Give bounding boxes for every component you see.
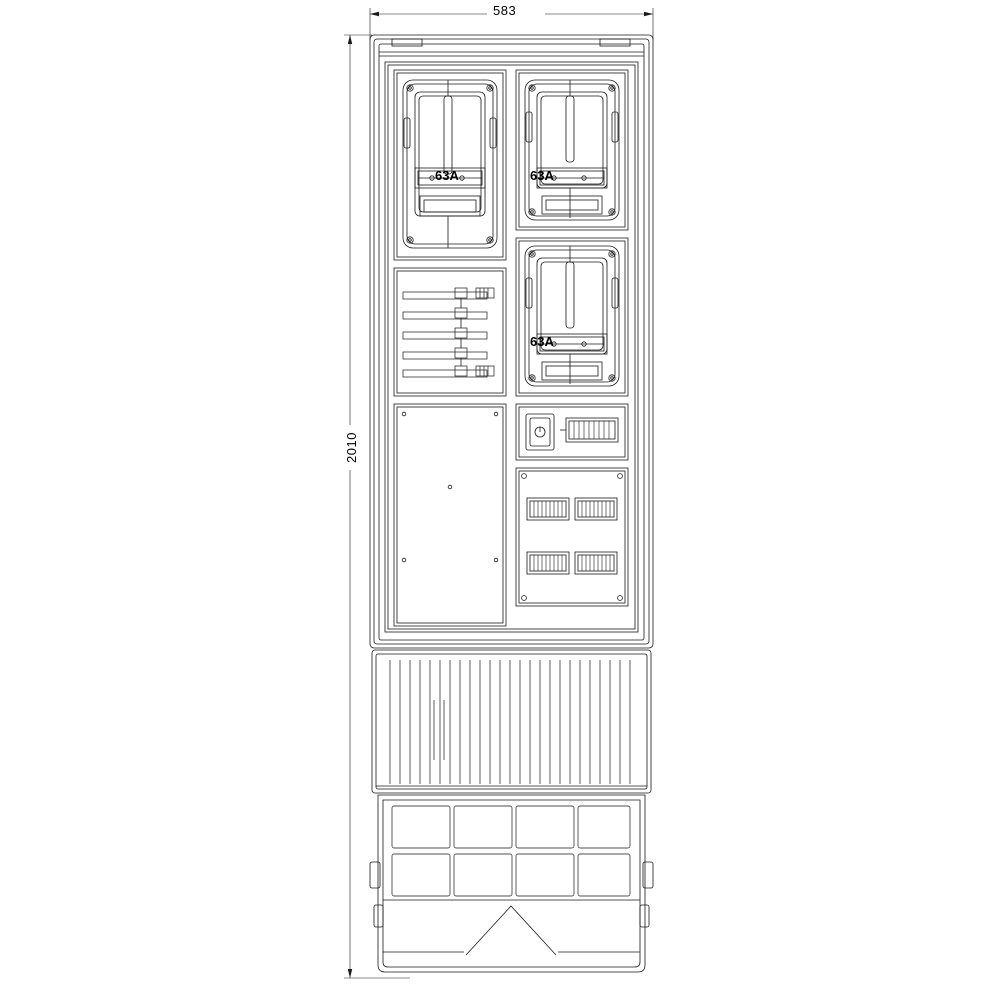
rating-label-meter-top-left: 63A — [435, 168, 459, 183]
rating-label-meter-top-right: 63A — [530, 168, 554, 183]
plinth-section — [370, 795, 653, 972]
equipment-frame — [385, 62, 638, 632]
rating-label-meter-middle-right: 63A — [530, 334, 554, 349]
blank-panel-left — [394, 404, 506, 626]
terminal-rail-panel-left — [394, 268, 506, 396]
meter-panel-top-right — [516, 70, 628, 230]
cabinet-outer-shell — [370, 35, 653, 648]
dimension-height-label: 2010 — [343, 432, 359, 463]
fuse-panel-right — [516, 468, 628, 606]
meter-panel-top-left — [394, 70, 506, 260]
switch-panel-right — [516, 404, 628, 460]
fuse-row-upper — [527, 498, 617, 520]
meter-panel-middle-right — [516, 238, 628, 396]
dimension-width-label: 583 — [493, 3, 517, 18]
ventilation-section — [372, 650, 651, 793]
dimension-height — [344, 35, 410, 978]
fuse-row-lower — [527, 552, 617, 574]
